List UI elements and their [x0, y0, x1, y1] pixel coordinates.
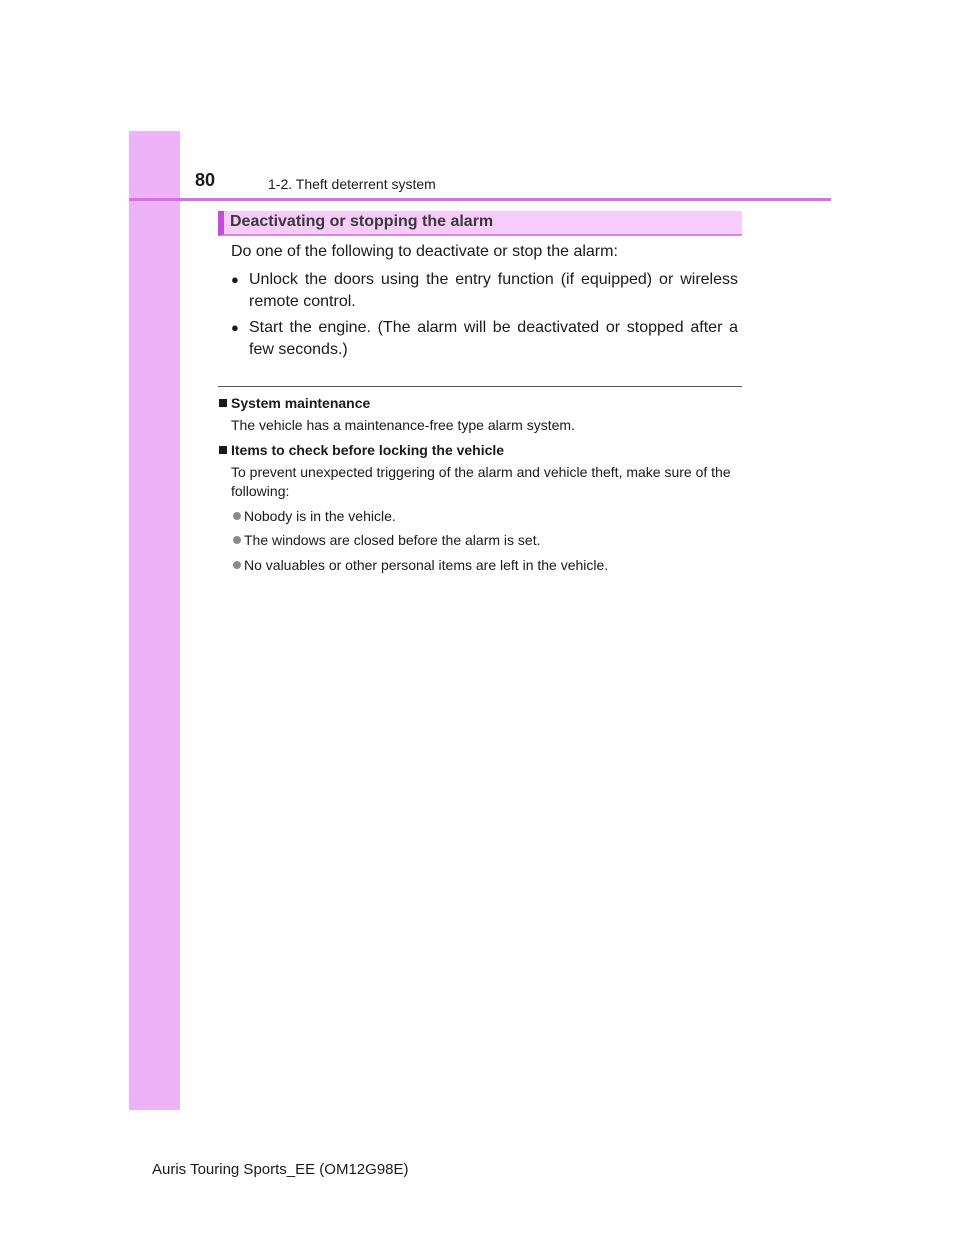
note-body: The vehicle has a maintenance-free type alarm system. — [231, 417, 575, 433]
circle-bullet-icon — [233, 536, 241, 544]
section-heading-bar — [218, 211, 742, 236]
footer-text: Auris Touring Sports_EE (OM12G98E) — [152, 1161, 409, 1178]
note-heading — [219, 442, 504, 458]
note-heading-text: Items to check before locking the vehicle — [231, 442, 505, 458]
note-body: To prevent unexpected triggering of the alarm and vehicle theft, make sure of the following: — [231, 464, 731, 499]
sub-list-item — [233, 532, 540, 548]
bullet-dot-icon: ● — [231, 272, 239, 287]
list-item — [231, 269, 738, 313]
sub-list-item-text: The windows are closed before the alarm is set. — [244, 532, 541, 548]
list-item-text: Start the engine. (The alarm will be deactivated or stopped after a few seconds.) — [249, 319, 738, 358]
section-intro: Do one of the following to deactivate or stop the alarm: — [231, 243, 618, 260]
circle-bullet-icon — [233, 561, 241, 569]
page-number: 80 — [195, 170, 216, 190]
square-bullet-icon — [219, 399, 227, 407]
circle-bullet-icon — [233, 512, 241, 520]
note-heading — [219, 395, 370, 411]
note-heading-text: System maintenance — [231, 395, 371, 411]
header-rule — [129, 198, 831, 201]
sub-list-item — [233, 508, 396, 524]
section-title: Deactivating or stopping the alarm — [230, 213, 494, 230]
notes-divider — [218, 386, 742, 387]
list-item-text: Unlock the doors using the entry function (if equipped) or wireless remote control. — [249, 271, 738, 310]
square-bullet-icon — [219, 446, 227, 454]
bullet-dot-icon: ● — [231, 320, 239, 335]
sub-list-item-text: Nobody is in the vehicle. — [244, 508, 396, 524]
chapter-title: 1-2. Theft deterrent system — [268, 176, 436, 192]
sub-list-item — [233, 557, 608, 573]
sub-list-item-text: No valuables or other personal items are left in the vehicle. — [244, 557, 609, 573]
side-tab — [129, 131, 180, 1110]
list-item — [231, 317, 738, 361]
